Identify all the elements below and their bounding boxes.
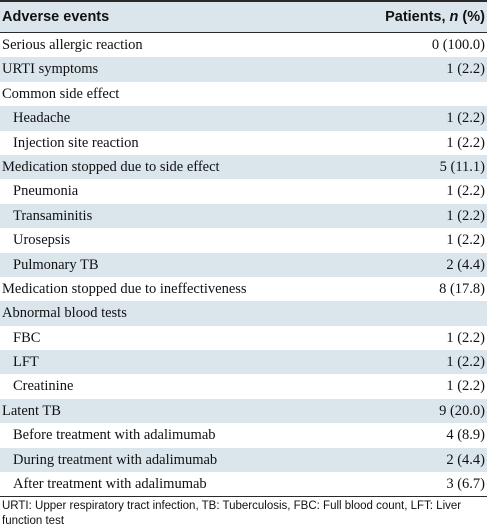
header-adverse-events: Adverse events [2,9,110,25]
row-label: Before treatment with adalimumab [13,427,216,444]
header-patients [385,9,485,25]
table-row [0,131,487,155]
header-patients-suffix: (%) [458,9,485,25]
row-label: During treatment with adalimumab [13,451,218,468]
row-value: 1 (2.2) [446,183,485,200]
table-row [0,448,487,472]
table-row [0,253,487,277]
row-label: LFT [13,354,39,371]
row-label: Common side effect [2,85,120,102]
row-value: 2 (4.4) [446,256,485,273]
row-value: 1 (2.2) [446,354,485,371]
table-row [0,82,487,106]
table-row [0,374,487,398]
row-label: Serious allergic reaction [2,37,143,53]
row-value: 0 (100.0) [431,37,485,53]
header-patients-n: n [449,9,459,25]
row-label: Medication stopped due to ineffectiveness [2,280,247,297]
row-value: 1 (2.2) [446,110,485,127]
table-row [0,179,487,203]
row-value: 1 (2.2) [446,207,485,224]
table-row [0,57,487,81]
header-patients-prefix: Patients, [385,9,450,25]
table-row [0,228,487,252]
row-label: Creatinine [13,378,74,395]
row-label: Abnormal blood tests [2,305,127,322]
row-label: Pulmonary TB [13,256,99,273]
row-value: 1 (2.2) [446,134,485,151]
row-label: Urosepsis [13,232,71,249]
row-value: 8 (17.8) [439,280,485,297]
row-value: 1 (2.2) [446,61,485,78]
table-footnote: URTI: Upper respiratory tract infection, TB: Tuberculosis, FBC: Full blood count, LFT: Liver function test [2,500,462,528]
table-row [0,301,487,325]
row-value: 2 (4.4) [446,451,485,468]
row-label: After treatment with adalimumab [13,476,207,493]
table-row [0,106,487,130]
row-label: FBC [13,329,41,346]
row-value: 1 (2.2) [446,378,485,395]
row-label: Transaminitis [13,207,93,224]
row-value: 5 (11.1) [439,158,485,175]
table-row [0,399,487,423]
row-value: 9 (20.0) [439,402,485,419]
row-value: 3 (6.7) [446,476,485,493]
row-label: Headache [13,110,71,127]
table-body [0,33,487,496]
row-label: Latent TB [2,402,61,419]
row-label: URTI symptoms [2,61,99,78]
table-row [0,423,487,447]
row-label: Injection site reaction [13,134,139,151]
table-row [0,33,487,57]
row-label: Medication stopped due to side effect [2,158,220,175]
table-row [0,472,487,496]
row-value: 1 (2.2) [446,232,485,249]
table-row [0,277,487,301]
row-value: 4 (8.9) [446,427,485,444]
table-row [0,326,487,350]
table-row [0,155,487,179]
table-header [0,2,487,33]
table-row [0,350,487,374]
row-label: Pneumonia [13,183,79,200]
row-value: 1 (2.2) [446,329,485,346]
table-row [0,204,487,228]
